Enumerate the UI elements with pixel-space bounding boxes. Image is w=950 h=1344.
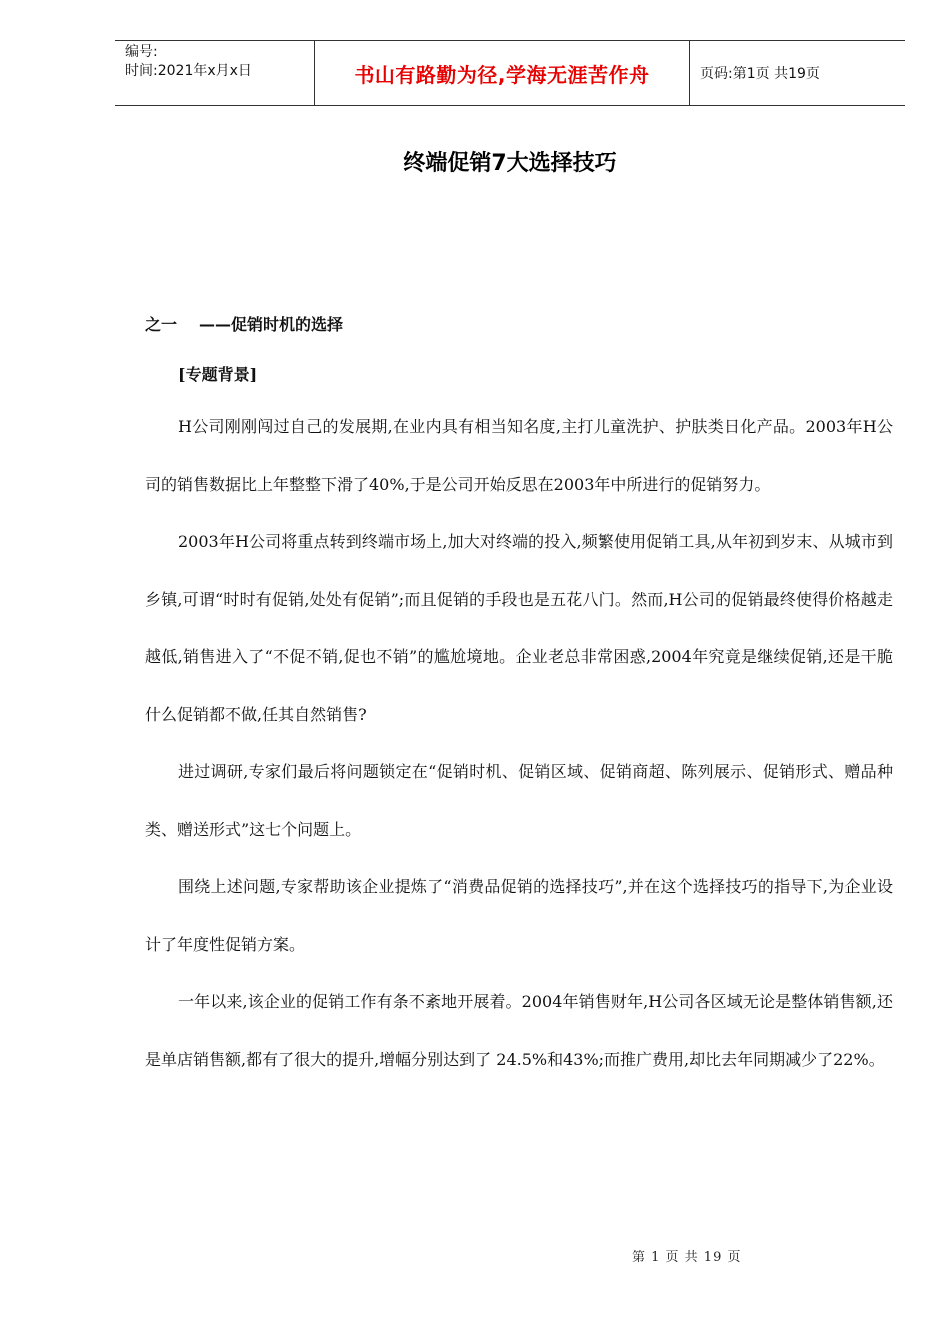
paragraph: 2003年H公司将重点转到终端市场上,加大对终端的投入,频繁使用促销工具,从年初到岁末、从城市到乡镇,可谓“时时有促销,处处有促销”;而且促销的手段也是五花八门。然而,H公司的促销最终使得价格越走越低,销售进入了“不促不销,促也不销”的尴尬境地。企业老总非常困惑,2004年究竟是继续促销,还是干脆什么促销都不做,任其自然销售?: [145, 532, 893, 724]
page-footer: 第 1 页 共 19 页: [632, 1250, 742, 1265]
document-body: [145, 398, 893, 1088]
paragraph: 进过调研,专家们最后将问题锁定在“促销时机、促销区域、促销商超、陈列展示、促销形式、赠品种类、赠送形式”这七个问题上。: [145, 762, 893, 839]
header-meta: [115, 41, 315, 105]
header-page-info: 页码:第1页 共19页: [700, 66, 820, 82]
header-motto: 书山有路勤为径,学海无涯苦作舟: [315, 41, 690, 105]
section-number: 之一: [145, 315, 178, 334]
section-heading: [145, 312, 343, 335]
number-label: 编号:: [125, 44, 158, 60]
time-label: 时间:2021年x月x日: [125, 63, 252, 79]
section-title: ——促销时机的选择: [199, 315, 344, 334]
subheading: [专题背景]: [178, 365, 258, 384]
document-title: 终端促销7大选择技巧: [403, 151, 617, 176]
page-header: [115, 40, 905, 106]
paragraph: 围绕上述问题,专家帮助该企业提炼了“消费品促销的选择技巧”,并在这个选择技巧的指导下,为企业设计了年度性促销方案。: [145, 877, 893, 954]
paragraph: 一年以来,该企业的促销工作有条不紊地开展着。2004年销售财年,H公司各区域无论是整体销售额,还是单店销售额,都有了很大的提升,增幅分别达到了 24.5%和43%;而推广费用,却比去年同期减少了22%。: [145, 992, 893, 1069]
paragraph: H公司刚刚闯过自己的发展期,在业内具有相当知名度,主打儿童洗护、护肤类日化产品。2003年H公司的销售数据比上年整整下滑了40%,于是公司开始反思在2003年中所进行的促销努力。: [145, 417, 893, 494]
